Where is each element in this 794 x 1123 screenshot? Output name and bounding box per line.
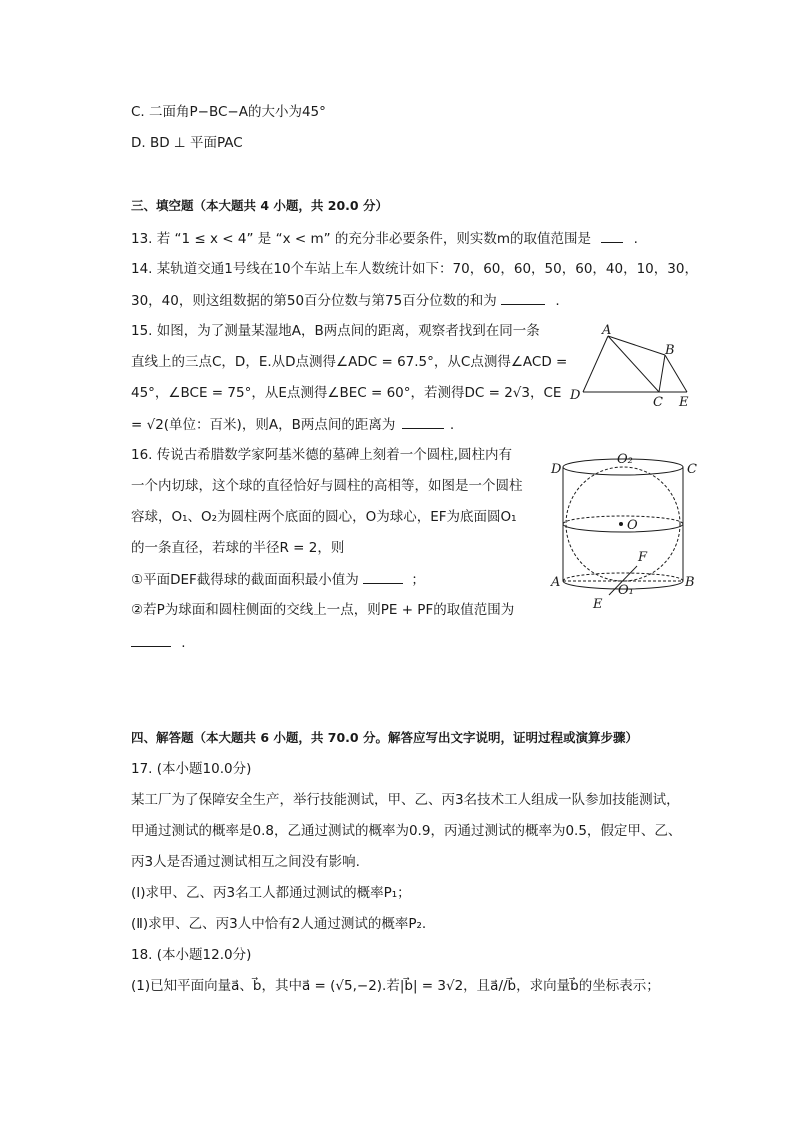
question-14-end: . bbox=[555, 293, 560, 309]
question-15-line-2: 直线上的三点C，D，E.从D点测得∠ADC = 67.5°，从C点测得∠ACD = bbox=[131, 354, 568, 370]
fig16-label-d: D bbox=[551, 462, 562, 477]
question-17-line-3: 丙3人是否通过测试相互之间没有影响. bbox=[131, 854, 360, 870]
fig15-label-d: D bbox=[570, 388, 581, 403]
question-17-line-2: 甲通过测试的概率是0.8，乙通过测试的概率为0.9，丙通过测试的概率为0.5，假定甲、乙、 bbox=[131, 823, 682, 839]
question-16-part-1 bbox=[131, 569, 425, 590]
answer-blank bbox=[501, 290, 545, 305]
fig16-label-c: C bbox=[687, 462, 697, 477]
question-16-end: . bbox=[181, 635, 186, 651]
question-16-part-2-answer bbox=[131, 632, 186, 653]
question-16-line-1: 16. 传说古希腊数学家阿基米德的墓碑上刻着一个圆柱,圆柱内有 bbox=[131, 447, 513, 463]
question-16-line-2: 一个内切球，这个球的直径恰好与圆柱的高相等，如图是一个圆柱 bbox=[131, 478, 523, 494]
section-3-heading: 三、填空题（本大题共 4 小题，共 20.0 分） bbox=[131, 198, 388, 213]
question-16-part-1-end: ； bbox=[411, 572, 425, 588]
question-15-line-3: 45°，∠BCE = 75°，从E点测得∠BEC = 60°，若测得DC = 2√3，CE bbox=[131, 385, 562, 401]
question-17-part-1: (Ⅰ)求甲、乙、丙3名工人都通过测试的概率P₁； bbox=[131, 885, 411, 901]
fig16-label-b: B bbox=[685, 575, 695, 590]
fig16-label-o1: O₁ bbox=[618, 583, 634, 598]
fig16-label-a: A bbox=[551, 575, 561, 590]
section-4-heading: 四、解答题（本大题共 6 小题，共 70.0 分。解答应写出文字说明，证明过程或演算步骤） bbox=[131, 730, 638, 745]
fig15-label-a: A bbox=[602, 323, 612, 338]
question-18-header: 18. (本小题12.0分) bbox=[131, 947, 252, 963]
fig15-label-c: C bbox=[653, 395, 663, 410]
fig16-label-f: F bbox=[638, 550, 648, 565]
answer-blank bbox=[363, 569, 403, 584]
question-16-line-3: 容球，O₁、O₂为圆柱两个底面的圆心，O为球心，EF为底面圆O₁ bbox=[131, 509, 517, 525]
question-16-line-4: 的一条直径，若球的半径R = 2，则 bbox=[131, 540, 345, 556]
question-13-text: 13. 若 “1 ≤ x < 4” 是 “x < m” 的充分非必要条件，则实数m的取值范围是 bbox=[131, 231, 592, 247]
question-13-end: . bbox=[633, 231, 638, 247]
fig16-label-e: E bbox=[593, 597, 603, 612]
answer-blank bbox=[402, 414, 444, 429]
question-13 bbox=[131, 228, 638, 249]
option-d: D. BD ⊥ 平面PAC bbox=[131, 135, 243, 151]
question-14-text: 30，40，则这组数据的第50百分位数与第75百分位数的和为 bbox=[131, 293, 497, 309]
question-15-text: = √2(单位：百米)，则A，B两点间的距离为 bbox=[131, 417, 396, 433]
question-16-part-1-text: ①平面DEF截得球的截面面积最小值为 bbox=[131, 572, 359, 588]
question-14-line-1: 14. 某轨道交通1号线在10个车站上车人数统计如下：70，60，60，50，60，40，10，30， bbox=[131, 261, 698, 277]
answer-blank bbox=[131, 632, 171, 647]
figure-16-cylinder-sphere bbox=[545, 450, 697, 615]
question-17-line-1: 某工厂为了保障安全生产，举行技能测试，甲、乙、丙3名技术工人组成一队参加技能测试， bbox=[131, 792, 680, 808]
fig15-label-e: E bbox=[679, 395, 689, 410]
fig16-label-o2: O₂ bbox=[617, 452, 633, 467]
question-17-part-2: (Ⅱ)求甲、乙、丙3人中恰有2人通过测试的概率P₂. bbox=[131, 916, 427, 932]
option-c: C. 二面角P−BC−A的大小为45° bbox=[131, 104, 326, 120]
question-18-line-1: (1)已知平面向量a⃗、b⃗，其中a⃗ = (√5,−2).若|b⃗| = 3√2，且a⃗//b⃗，求向量b⃗的坐标表示； bbox=[131, 978, 660, 994]
question-15-line-4 bbox=[131, 414, 454, 435]
figure-15-wetland bbox=[566, 322, 696, 412]
fig16-label-o: O bbox=[627, 518, 638, 533]
answer-blank bbox=[601, 228, 623, 243]
question-14-line-2 bbox=[131, 290, 560, 311]
question-16-part-2: ②若P为球面和圆柱侧面的交线上一点，则PE + PF的取值范围为 bbox=[131, 602, 515, 618]
question-15-line-1: 15. 如图，为了测量某湿地A，B两点间的距离，观察者找到在同一条 bbox=[131, 323, 540, 339]
question-17-header: 17. (本小题10.0分) bbox=[131, 761, 252, 777]
question-15-end: . bbox=[449, 417, 455, 433]
fig15-label-b: B bbox=[665, 343, 675, 358]
